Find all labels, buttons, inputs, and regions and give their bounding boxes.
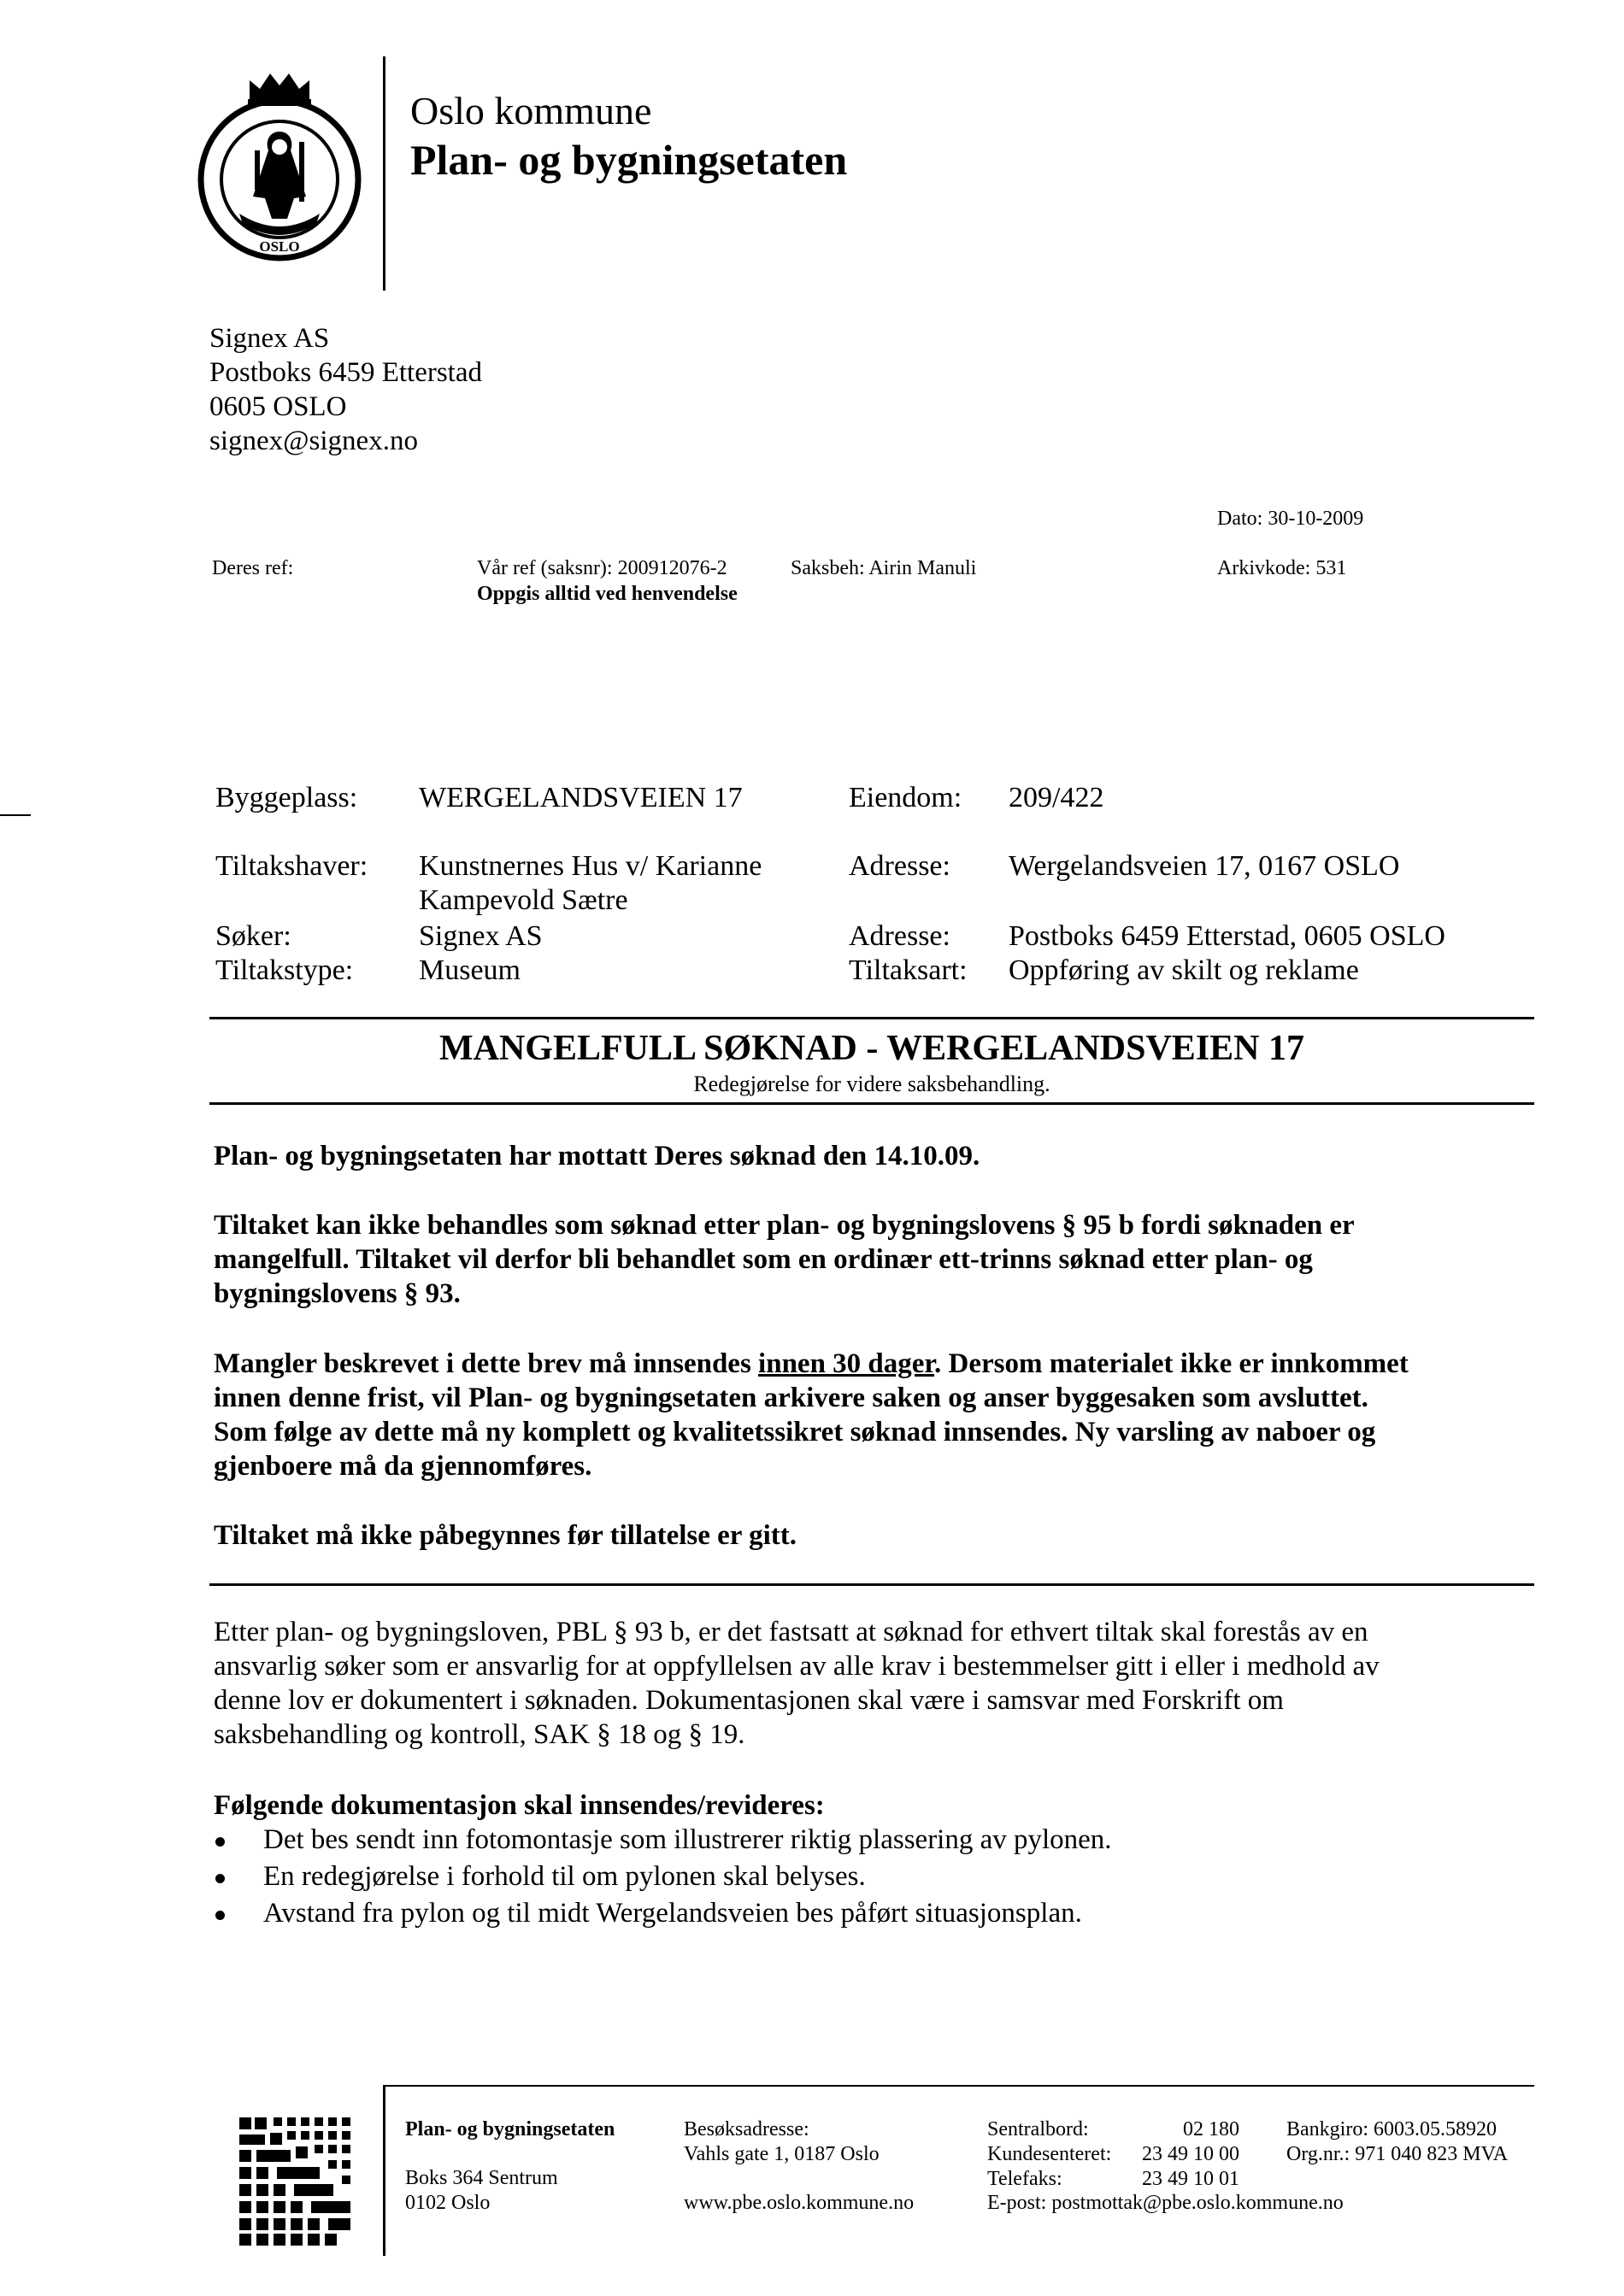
section-rule [209,1583,1534,1586]
soker-adresse-label: Adresse: [849,920,950,952]
recipient-name: Signex AS [209,323,330,354]
recipient-postcode: 0605 OSLO [209,391,347,422]
paragraph-pbl-line2: ansvarlig søker som er ansvarlig for at oppfyllelsen av alle krav i bestemmelser gitt i eller i medhold av [214,1651,1380,1682]
deadline-text-a: Mangler beskrevet i dette brev må innsendes [214,1348,759,1379]
tiltakshaver-value-line2: Kampevold Sætre [419,884,628,916]
bullet-icon [215,1837,225,1847]
footer-orgnr: Org.nr.: 971 040 823 MVA [1286,2143,1509,2165]
footer-telefaks-label: Telefaks: [987,2168,1062,2190]
letter-date: Dato: 30-10-2009 [1217,508,1364,530]
paragraph-deadline-line1 [214,1347,1547,1382]
var-ref-note: Oppgis alltid ved henvendelse [477,583,738,605]
footer-visit-label: Besøksadresse: [684,2118,809,2140]
soker-value: Signex AS [419,920,543,952]
footer-dept: Plan- og bygningsetaten [405,2118,615,2140]
arkivkode: Arkivkode: 531 [1217,557,1347,579]
var-ref: Vår ref (saksnr): 200912076-2 [477,557,727,579]
eiendom-label: Eiendom: [849,782,962,813]
soker-adresse-value: Postboks 6459 Etterstad, 0605 OSLO [1009,920,1445,952]
letter-title: MANGELFULL SØKNAD - WERGELANDSVEIEN 17 [438,1029,1305,1068]
footer-visit-address: Vahls gate 1, 0187 Oslo [684,2143,880,2165]
deadline-emphasis: innen 30 dager [758,1348,935,1379]
paragraph-cannot-process-line1: Tiltaket kan ikke behandles som søknad etter plan- og bygningslovens § 95 b fordi søknaden er [214,1210,1355,1241]
title-rule-top [209,1017,1534,1019]
tiltakstype-value: Museum [419,954,521,986]
dept-name: Plan- og bygningsetaten [410,136,848,184]
paragraph-deadline-line4: gjenboere må da gjennomføres. [214,1451,592,1482]
footer-telefaks-value: 23 49 10 01 [1142,2168,1239,2190]
adresse-label: Adresse: [849,850,950,882]
tiltaksart-value: Oppføring av skilt og reklame [1009,954,1359,986]
footer-kundesenter-value: 23 49 10 00 [1142,2143,1239,2165]
paragraph-cannot-process-line3: bygningslovens § 93. [214,1278,461,1309]
paragraph-deadline-line2: innen denne frist, vil Plan- og bygningsetaten arkivere saken og anser byggesaken som avsluttet. [214,1383,1368,1413]
documentation-heading: Følgende dokumentasjon skal innsendes/revideres: [214,1790,825,1821]
footer-email-link[interactable]: E-post: postmottak@pbe.oslo.kommune.no [987,2192,1344,2214]
letter-subtitle: Redegjørelse for videre saksbehandling. [693,1072,1050,1096]
header-divider-line [383,56,385,291]
saksbehandler: Saksbeh: Airin Manuli [791,557,977,579]
footer-sentralbord-label: Sentralbord: [987,2118,1089,2140]
eiendom-value: 209/422 [1009,782,1104,813]
footer-rule [385,2085,1534,2087]
tiltakstype-label: Tiltakstype: [215,954,354,986]
margin-mark [0,814,31,816]
paragraph-pbl-line4: saksbehandling og kontroll, SAK § 18 og § 19. [214,1719,745,1750]
byggeplass-value: WERGELANDSVEIEN 17 [419,782,743,813]
bullet-icon [215,1911,225,1920]
tiltaksart-label: Tiltaksart: [849,954,968,986]
org-name: Oslo kommune [410,89,652,132]
paragraph-deadline-line3: Som følge av dette må ny komplett og kvalitetssikret søknad innsendes. Ny varsling av naboer og [214,1417,1376,1447]
list-item: Det bes sendt inn fotomontasje som illustrerer riktig plassering av pylonen. [263,1824,1112,1855]
title-rule-bottom [209,1102,1534,1105]
paragraph-pbl-line3: denne lov er dokumentert i søknaden. Dokumentasjonen skal være i samsvar med Forskrift om [214,1685,1284,1716]
footer-sentralbord-value: 02 180 [1183,2118,1239,2140]
footer-box: Boks 364 Sentrum [405,2167,558,2189]
footer-web-link[interactable]: www.pbe.oslo.kommune.no [684,2192,915,2214]
paragraph-pbl-line1: Etter plan- og bygningsloven, PBL § 93 b, er det fastsatt at søknad for ethvert tiltak skal forestås av en [214,1617,1368,1647]
bullet-icon [215,1874,225,1883]
soker-label: Søker: [215,920,291,952]
footer-kundesenter-label: Kundesenteret: [987,2143,1112,2165]
paragraph-cannot-process-line2: mangelfull. Tiltaket vil derfor bli behandlet som en ordinær ett-trinns søknad etter plan- og [214,1244,1313,1275]
footer-divider-line [383,2085,385,2256]
footer-bankgiro: Bankgiro: 6003.05.58920 [1286,2118,1497,2140]
oslo-kommune-seal-logo [197,68,363,269]
adresse-value: Wergelandsveien 17, 0167 OSLO [1009,850,1400,882]
paragraph-no-start: Tiltaket må ikke påbegynnes før tillatelse er gitt. [214,1520,797,1551]
paragraph-received: Plan- og bygningsetaten har mottatt Deres søknad den 14.10.09. [214,1141,980,1171]
deres-ref: Deres ref: [212,557,294,579]
recipient-email: signex@signex.no [209,426,418,456]
deadline-text-b: . Dersom materialet ikke er innkommet [934,1348,1409,1379]
svg-text:OSLO: OSLO [259,238,300,255]
recipient-address: Postboks 6459 Etterstad [209,357,482,388]
list-item: En redegjørelse i forhold til om pylonen skal belyses. [263,1861,866,1892]
pbe-grid-logo [239,2117,359,2246]
footer-postcode: 0102 Oslo [405,2192,491,2214]
tiltakshaver-label: Tiltakshaver: [215,850,368,882]
list-item: Avstand fra pylon og til midt Wergelandsveien bes påført situasjonsplan. [263,1898,1082,1929]
tiltakshaver-value-line1: Kunstnernes Hus v/ Karianne [419,850,762,882]
byggeplass-label: Byggeplass: [215,782,358,813]
